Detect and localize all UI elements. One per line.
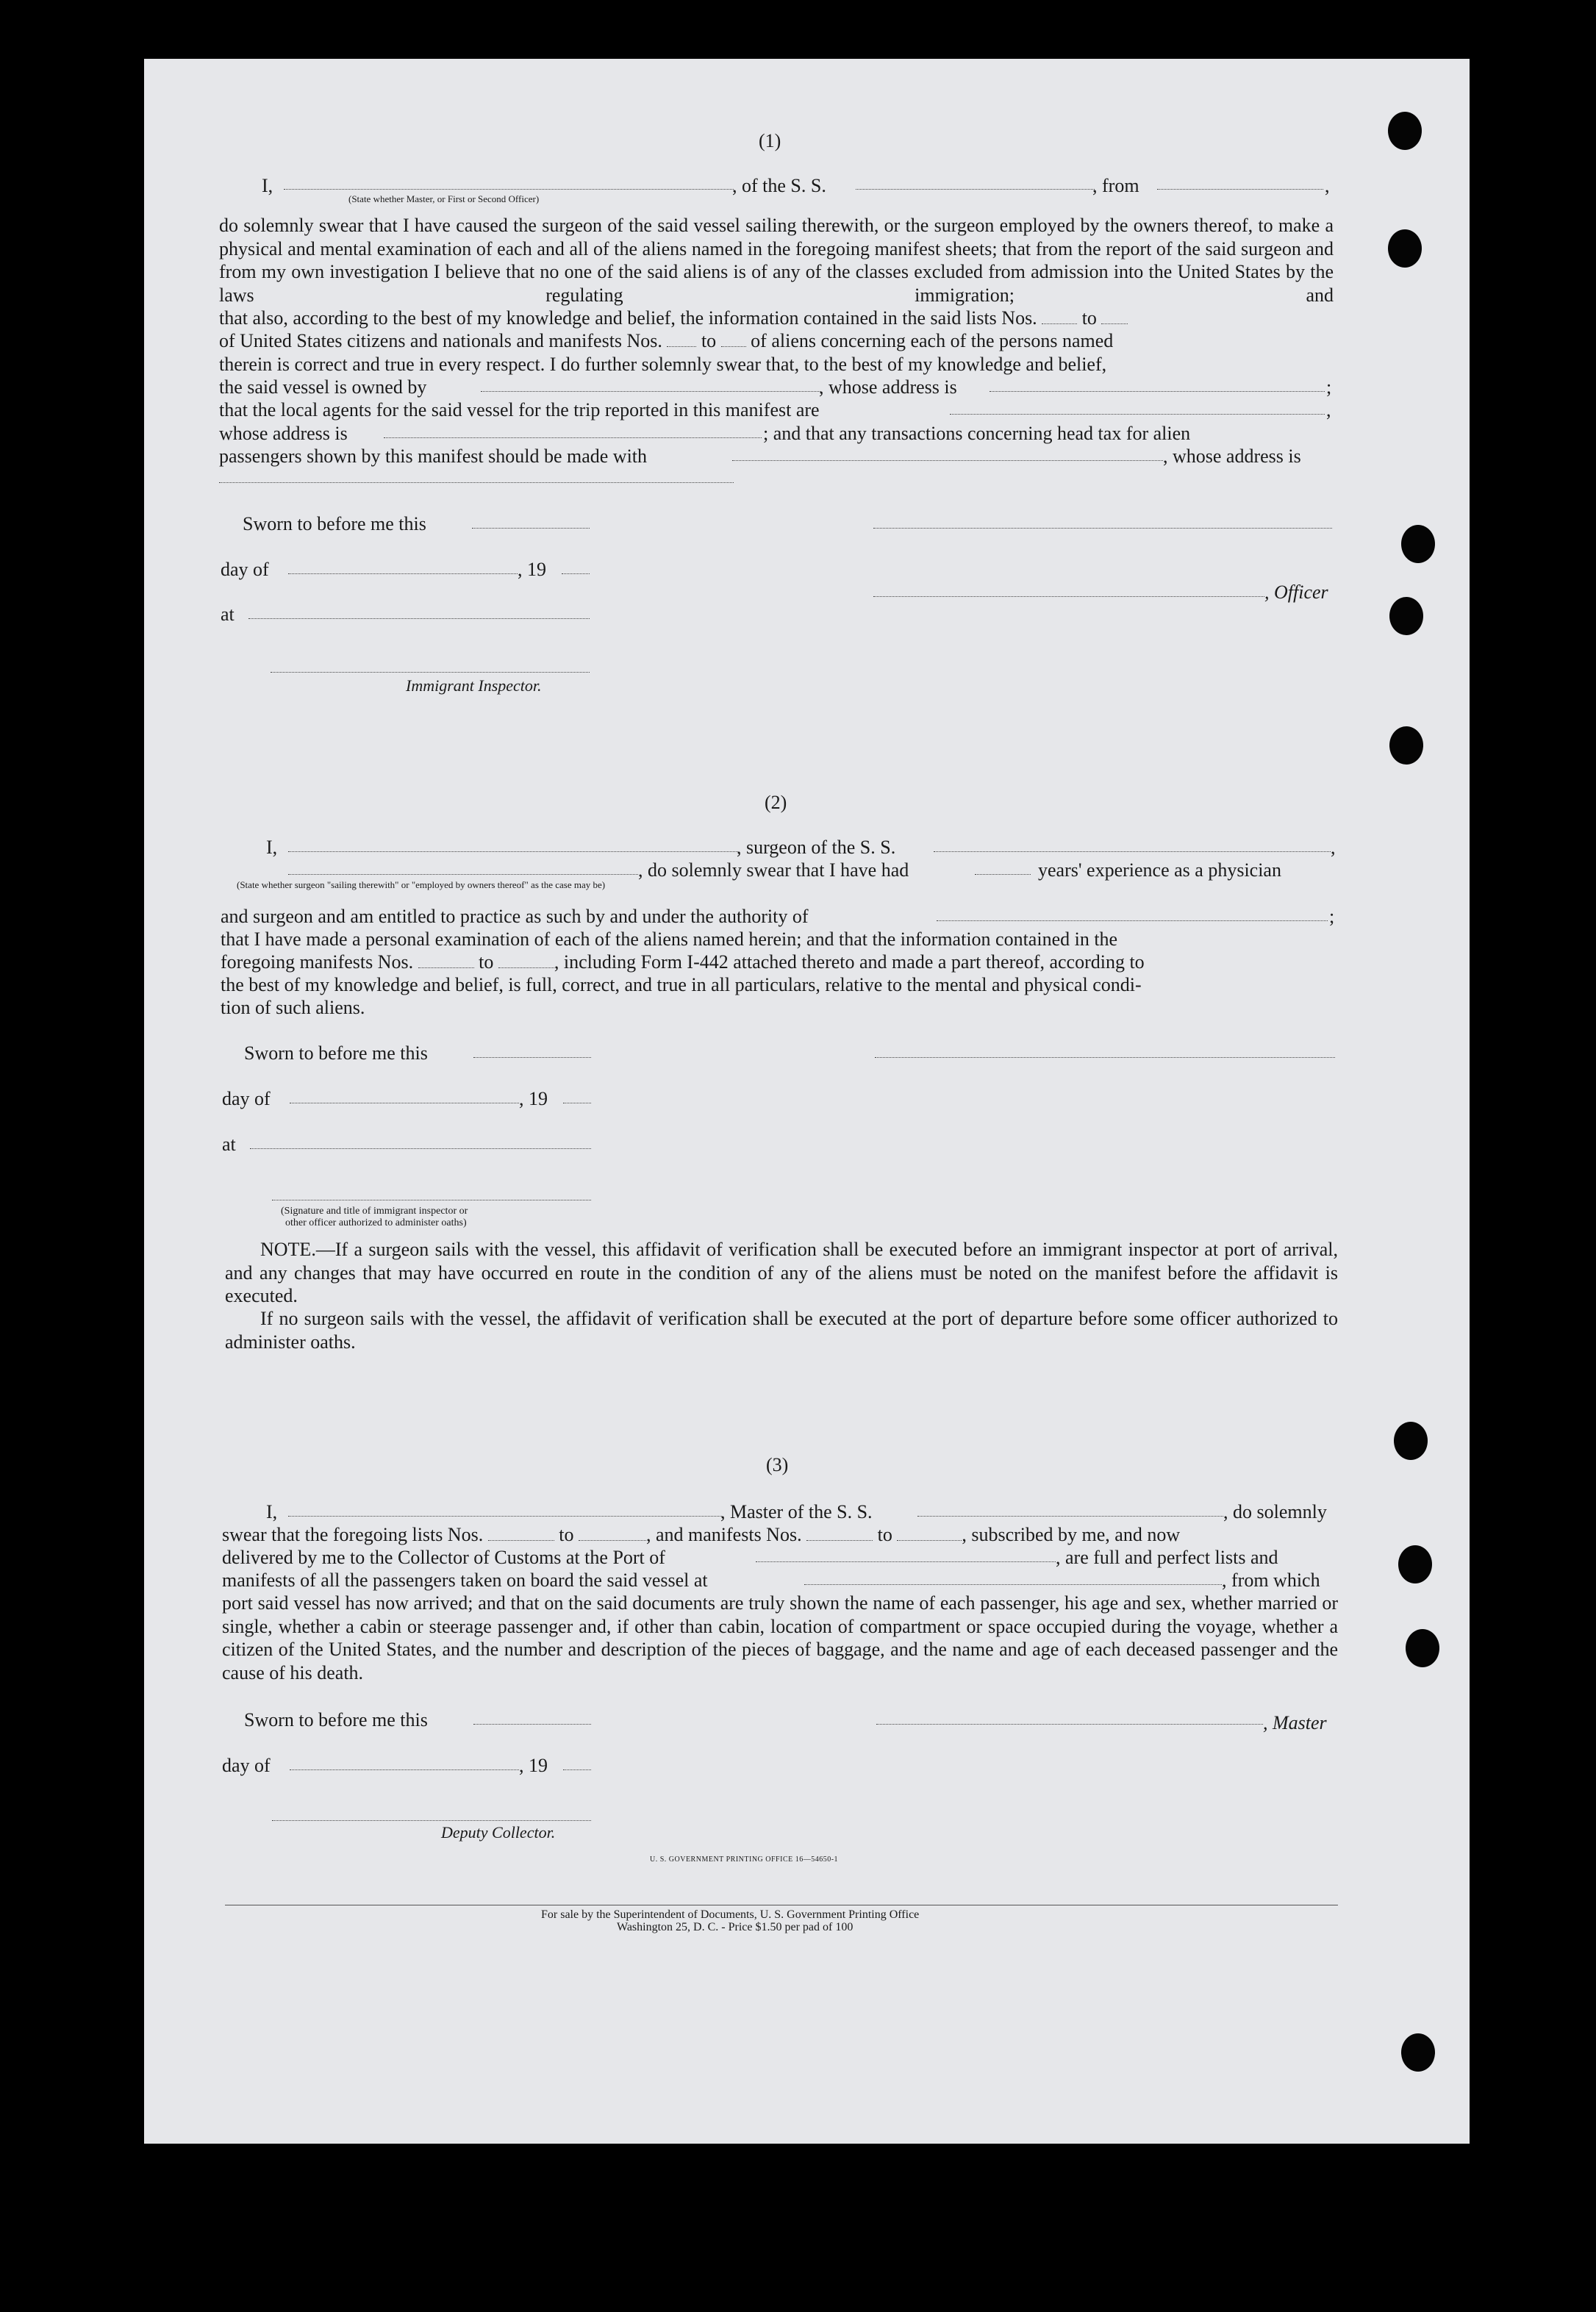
s3-day-label: day of: [222, 1755, 271, 1776]
s1-line-b: of United States citizens and nationals and manifests Nos. to of aliens concerning each of the persons named: [219, 330, 1114, 351]
s2-authority-field[interactable]: [937, 920, 1328, 921]
s2-sig-note-1: (Signature and title of immigrant inspector or: [281, 1206, 468, 1217]
s1-owner-address-field[interactable]: [990, 391, 1325, 392]
s2-signature-field[interactable]: [875, 1057, 1335, 1058]
s1-agents-comma: ,: [1326, 399, 1331, 420]
s3-year-field[interactable]: [563, 1769, 591, 1770]
s1-officer-field[interactable]: [284, 189, 734, 190]
s1-agents-field[interactable]: [950, 414, 1325, 415]
s3-master-sig-field[interactable]: [876, 1724, 1263, 1725]
s1-officer-sig-field[interactable]: [873, 596, 1264, 597]
s1-owner-label: the said vessel is owned by: [219, 376, 427, 398]
sale-line-1: For sale by the Superintendent of Documents, U. S. Government Printing Office: [541, 1908, 920, 1921]
s1-from-field[interactable]: [1157, 189, 1323, 190]
section-1-number: (1): [759, 130, 781, 151]
s2-semicolon: ;: [1329, 906, 1335, 927]
s1-day-field[interactable]: [288, 573, 518, 574]
s2-surgeon-label: , surgeon of the S. S.: [737, 837, 896, 858]
s1-manifests-from-field[interactable]: [667, 332, 696, 347]
s1-lists-from-field[interactable]: [1042, 309, 1077, 324]
s3-port-label: delivered by me to the Collector of Customs at the Port of: [222, 1547, 665, 1568]
s2-sig-note-2: other officer authorized to administer oaths): [285, 1217, 467, 1228]
s1-sworn-field[interactable]: [472, 528, 590, 529]
s3-vessel-field[interactable]: [917, 1516, 1223, 1517]
s3-lists-perfect: , are full and perfect lists and: [1056, 1547, 1278, 1568]
s3-taken-at-field[interactable]: [804, 1584, 1222, 1585]
s3-port-field[interactable]: [756, 1561, 1056, 1562]
s1-inspector-sig-field[interactable]: [271, 672, 590, 673]
punch-hole: [1398, 1545, 1432, 1583]
s2-year-label: , 19: [519, 1088, 548, 1109]
s3-solemnly: , do solemnly: [1223, 1501, 1327, 1522]
punch-hole: [1406, 1629, 1439, 1667]
section-2-number: (2): [765, 792, 787, 813]
gpo-imprint: U. S. GOVERNMENT PRINTING OFFICE 16—54650-1: [650, 1855, 839, 1864]
s3-sworn-field[interactable]: [473, 1724, 591, 1725]
s3-paragraph: port said vessel has now arrived; and that on the said documents are truly shown the name of each passenger, his age and sex, whether married or single, whether a cabin or steerage passenger and, if other than cabin, location of compartment or space occupied during the voyage, whether a citizen of the United States, and the number and description of the pieces of baggage, and the name and age of each deceased passenger and the cause of his death.: [222, 1592, 1338, 1683]
s1-officer-note: (State whether Master, or First or Second Officer): [348, 193, 540, 204]
s3-taken-label: manifests of all the passengers taken on board the said vessel at: [222, 1570, 708, 1591]
s1-owner-field[interactable]: [481, 391, 820, 392]
s1-day-label: day of: [221, 559, 269, 580]
punch-hole: [1389, 597, 1423, 635]
s1-year-field[interactable]: [562, 573, 590, 574]
s2-sworn-label: Sworn to before me this: [244, 1042, 428, 1064]
s1-manifests-to-field[interactable]: [721, 332, 746, 347]
s1-head-tax-text: ; and that any transactions concerning head tax for alien: [763, 423, 1191, 444]
s1-paragraph: do solemnly swear that I have caused the surgeon of the said vessel sailing therewith, or the surgeon employed by the owners thereof, to make a physical and mental examination of each and all of the aliens named in the foregoing manifest sheets; that from the report of the said surgeon and from my own investigation I believe that no one of the said aliens is of any of the classes excluded from admission into the United States by the laws regulating immigration; and: [219, 215, 1334, 306]
s1-vessel-field[interactable]: [856, 189, 1095, 190]
s2-surgeon-note: (State whether surgeon "sailing therewith" or "employed by owners thereof" as the case may be): [237, 879, 606, 890]
s3-name-field[interactable]: [288, 1516, 722, 1517]
s2-line-2: that I have made a personal examination of each of the aliens named herein; and that the information contained in the: [221, 928, 1118, 950]
s1-comma: ,: [1325, 175, 1330, 196]
s1-agents-label: that the local agents for the said vessel for the trip reported in this manifest are: [219, 399, 820, 420]
s3-i: I,: [266, 1501, 278, 1522]
s1-agent-address-field[interactable]: [384, 437, 762, 438]
s3-collector-label: Deputy Collector.: [441, 1823, 556, 1842]
s1-semicolon: ;: [1326, 376, 1332, 398]
s2-at-field[interactable]: [250, 1148, 591, 1149]
s2-authority-label: and surgeon and am entitled to practice as such by and under the authority of: [221, 906, 809, 927]
s2-vessel-field[interactable]: [934, 851, 1331, 852]
s1-of-ss: , of the S. S.: [732, 175, 826, 196]
s1-officer-label: , Officer: [1264, 581, 1328, 603]
s3-manifests-to-field[interactable]: [897, 1525, 962, 1541]
sale-line-2: Washington 25, D. C. - Price $1.50 per pad of 100: [617, 1921, 854, 1933]
s1-head-tax-address-field[interactable]: [219, 482, 734, 483]
s2-line-4: the best of my knowledge and belief, is full, correct, and true in all particulars, relative to the mental and physical condi-: [221, 974, 1142, 995]
s3-collector-sig-field[interactable]: [272, 1820, 591, 1821]
s3-from-which: , from which: [1222, 1570, 1320, 1591]
s1-signature-field[interactable]: [873, 528, 1332, 529]
s2-note-paragraph: NOTE.—If a surgeon sails with the vessel, this affidavit of verification shall be executed before an immigrant inspector at port of arrival, and any changes that may have occurred en route in the condition of any of the aliens must be noted on the manifest before the affidavit is executed.: [225, 1239, 1338, 1306]
punch-hole: [1394, 1422, 1428, 1460]
s1-head-tax-label: passengers shown by this manifest should be made with: [219, 445, 648, 467]
s1-i: I,: [262, 175, 273, 196]
s2-comma: ,: [1331, 837, 1336, 858]
s2-line-5: tion of such aliens.: [221, 997, 365, 1018]
s1-inspector-label: Immigrant Inspector.: [406, 676, 542, 695]
s2-surgeon-type-field[interactable]: [288, 851, 738, 852]
s2-manifests-from-field[interactable]: [418, 953, 474, 968]
s1-at-field[interactable]: [248, 618, 590, 619]
s3-sworn-label: Sworn to before me this: [244, 1709, 428, 1731]
s1-sworn-label: Sworn to before me this: [243, 513, 426, 534]
s2-i: I,: [266, 837, 278, 858]
punch-hole: [1401, 2033, 1435, 2072]
s2-at-label: at: [222, 1134, 236, 1155]
punch-hole: [1401, 525, 1435, 563]
s1-line-c: therein is correct and true in every respect. I do further solemnly swear that, to the best of my knowledge and belief,: [219, 354, 1107, 375]
s3-line-2: swear that the foregoing lists Nos. to , and manifests Nos. to , subscribed by me, and now: [222, 1524, 1181, 1545]
s1-year-label: , 19: [518, 559, 546, 580]
s2-swear-label: , do solemnly swear that I have had: [638, 859, 909, 881]
s3-lists-to-field[interactable]: [579, 1525, 646, 1541]
s3-year-label: , 19: [519, 1755, 548, 1776]
form-page: [144, 59, 1470, 2144]
s2-line-3: foregoing manifests Nos. to , including Form I-442 attached thereto and made a part thereof, according to: [221, 951, 1145, 973]
punch-hole: [1389, 726, 1423, 765]
s3-lists-from-field[interactable]: [488, 1525, 554, 1541]
s3-master-sig-label: , Master: [1263, 1712, 1327, 1733]
section-3-number: (3): [766, 1454, 789, 1475]
s2-manifests-to-field[interactable]: [498, 953, 554, 968]
s1-from: , from: [1092, 175, 1139, 196]
s1-whose-address: , whose address is: [1163, 445, 1301, 467]
s1-head-tax-field[interactable]: [732, 460, 1163, 461]
s3-day-field[interactable]: [290, 1769, 519, 1770]
s1-line-a: that also, according to the best of my knowledge and belief, the information contained in the said lists Nos. to: [219, 307, 1128, 329]
s1-owner-address-label: , whose address is: [819, 376, 957, 398]
s2-day-label: day of: [222, 1088, 271, 1109]
s2-years-label: years' experience as a physician: [1038, 859, 1281, 881]
s3-master-label: , Master of the S. S.: [720, 1501, 873, 1522]
s2-years-field[interactable]: [975, 874, 1031, 875]
s1-agent-address-label: whose address is: [219, 423, 348, 444]
s2-sworn-field[interactable]: [473, 1057, 591, 1058]
s1-at-label: at: [221, 604, 235, 625]
s3-manifests-from-field[interactable]: [806, 1525, 873, 1541]
s2-note-paragraph-2: If no surgeon sails with the vessel, the affidavit of verification shall be executed at the port of departure before some officer authorized to administer oaths.: [225, 1308, 1338, 1353]
s1-lists-to-field[interactable]: [1101, 309, 1128, 324]
punch-hole: [1388, 229, 1422, 268]
punch-hole: [1388, 112, 1422, 150]
s2-name-field[interactable]: [288, 874, 638, 875]
